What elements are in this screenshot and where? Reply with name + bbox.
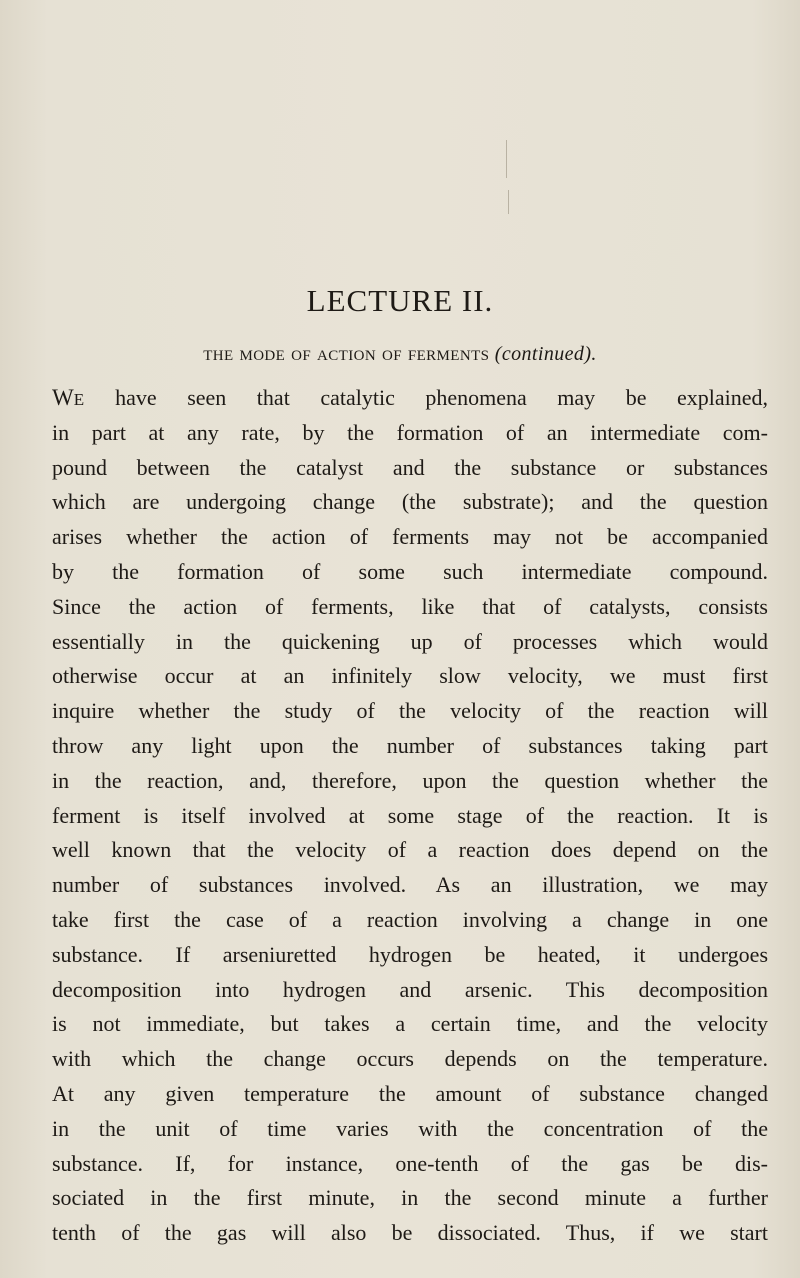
paragraph-line: arises whether the action of ferments may not be accompanied (52, 524, 768, 550)
body-paragraph (52, 381, 768, 1251)
paragraph-line: inquire whether the study of the velocity of the reaction will (52, 698, 768, 724)
paragraph-line: in part at any rate, by the formation of an intermediate com- (52, 419, 768, 445)
line-text: have seen that catalytic phenomena may be explained, (115, 385, 769, 410)
paragraph-line: substance. If, for instance, one-tenth of the gas be dis- (52, 1150, 768, 1176)
paragraph-line: sociated in the first minute, in the second minute a further (52, 1185, 768, 1211)
paragraph-line: in the reaction, and, therefore, upon the question whether the (52, 767, 768, 793)
paragraph-line: which are undergoing change (the substrate); and the question (52, 489, 768, 515)
paper-crease-mark (508, 190, 509, 214)
paragraph-line: pound between the catalyst and the substance or substances (52, 454, 768, 480)
opening-word-rest: E (73, 390, 85, 409)
subheading-continued: (continued). (494, 343, 597, 365)
paragraph-line: throw any light upon the number of substances taking part (52, 732, 768, 758)
paragraph-line: with which the change occurs depends on the temperature. (52, 1046, 768, 1072)
paragraph-line: Since the action of ferments, like that of catalysts, consists (52, 593, 768, 619)
paragraph-line: essentially in the quickening up of processes which would (52, 628, 768, 654)
paragraph-line: take first the case of a reaction involving a change in one (52, 906, 768, 932)
paragraph-line: otherwise occur at an infinitely slow velocity, we must first (52, 663, 768, 689)
paragraph-line: number of substances involved. As an illustration, we may (52, 872, 768, 898)
paragraph-line: At any given temperature the amount of substance changed (52, 1080, 768, 1106)
paragraph-line: tenth of the gas will also be dissociated. Thus, if we start (52, 1220, 768, 1246)
paper-crease-mark (506, 140, 507, 178)
paragraph-line: is not immediate, but takes a certain time, and the velocity (52, 1011, 768, 1037)
drop-cap-letter: W (52, 385, 74, 410)
chapter-subheading (0, 340, 800, 366)
paragraph-line: decomposition into hydrogen and arsenic. This decomposition (52, 976, 768, 1002)
lecture-heading: LECTURE II. (306, 283, 494, 318)
subheading-title: the mode of action of ferments (203, 340, 490, 365)
paragraph-line: by the formation of some such intermediate compound. (52, 558, 768, 584)
paragraph-line: in the unit of time varies with the concentration of the (52, 1115, 768, 1141)
paragraph-line: well known that the velocity of a reaction does depend on the (52, 837, 768, 863)
paragraph-line: substance. If arseniuretted hydrogen be heated, it undergoes (52, 941, 768, 967)
paragraph-line (52, 381, 768, 416)
paragraph-line: ferment is itself involved at some stage of the reaction. It is (52, 802, 768, 828)
